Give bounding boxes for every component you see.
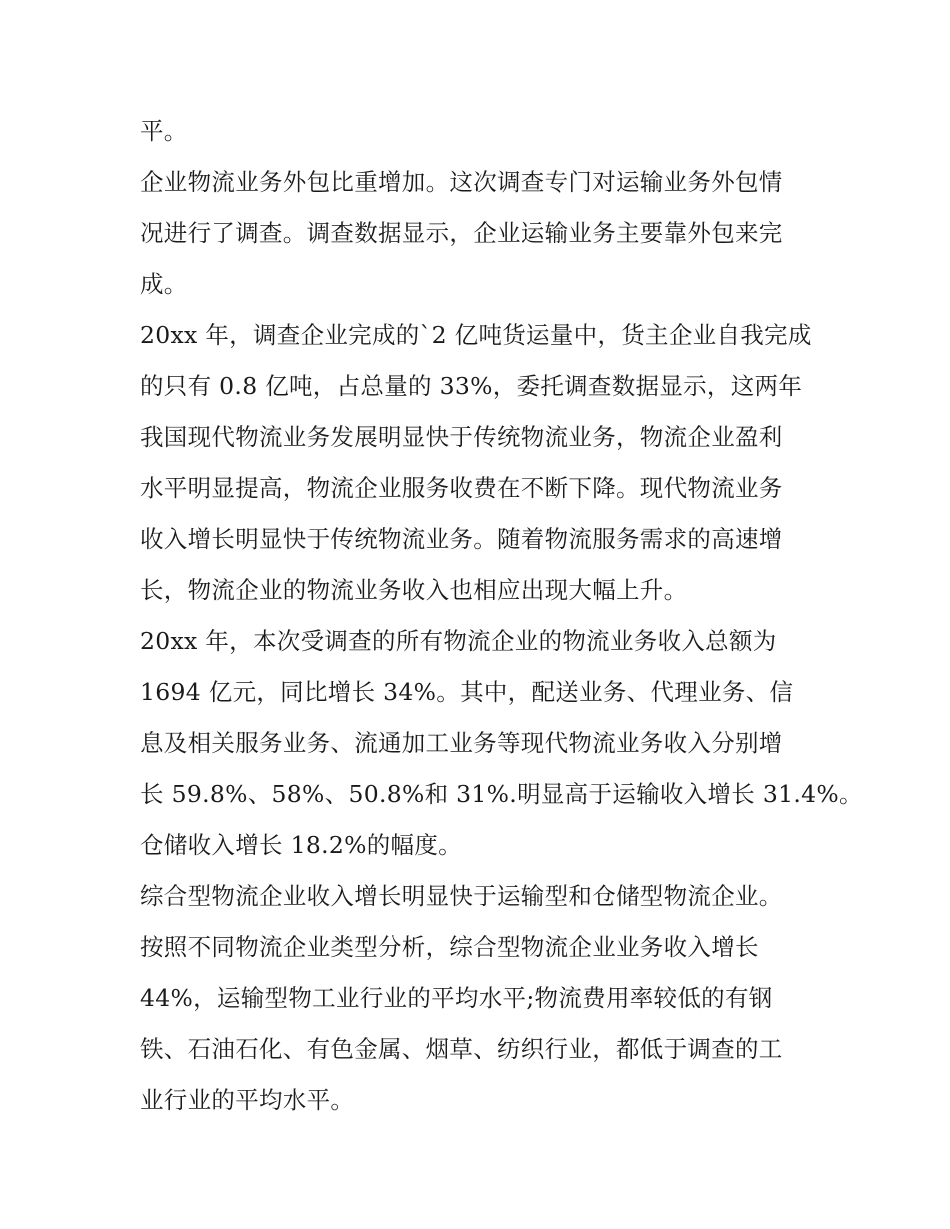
- text-line: 综合型物流企业收入增长明显快于运输型和仓储型物流企业。: [140, 882, 783, 910]
- document-body: [140, 106, 863, 1126]
- text-line: 20xx 年，本次受调查的所有物流企业的物流业务收入总额为: [140, 627, 777, 655]
- text-line: 44%，运输型物工业行业的平均水平;物流费用率较低的有钢: [140, 984, 773, 1012]
- text-line: 20xx 年，调查企业完成的`2 亿吨货运量中，货主企业自我完成: [140, 321, 812, 349]
- text-line: 的只有 0.8 亿吨，占总量的 33%，委托调查数据显示，这两年: [140, 372, 803, 400]
- text-line: 铁、石油石化、有色金属、烟草、纺织行业，都低于调查的工: [140, 1035, 783, 1063]
- text-line: 水平明显提高，物流企业服务收费在不断下降。现代物流业务: [140, 474, 783, 502]
- text-line: 息及相关服务业务、流通加工业务等现代物流业务收入分别增: [140, 729, 783, 757]
- text-line: 况进行了调查。调查数据显示，企业运输业务主要靠外包来完: [140, 219, 783, 247]
- text-line: 按照不同物流企业类型分析，综合型物流企业业务收入增长: [140, 933, 759, 961]
- text-line: 仓储收入增长 18.2%的幅度。: [140, 831, 462, 859]
- text-line: 企业物流业务外包比重增加。这次调查专门对运输业务外包情: [140, 168, 783, 196]
- text-line: 业行业的平均水平。: [140, 1086, 355, 1114]
- text-line: 我国现代物流业务发展明显快于传统物流业务，物流企业盈利: [140, 423, 783, 451]
- text-line: 成。: [140, 270, 188, 298]
- text-line: 长 59.8%、58%、50.8%和 31%.明显高于运输收入增长 31.4%。: [140, 780, 863, 808]
- text-line: 长，物流企业的物流业务收入也相应出现大幅上升。: [140, 576, 688, 604]
- text-line: 收入增长明显快于传统物流业务。随着物流服务需求的高速增: [140, 525, 783, 553]
- text-line: 平。: [140, 117, 188, 145]
- text-line: 1694 亿元，同比增长 34%。其中，配送业务、代理业务、信: [140, 678, 794, 706]
